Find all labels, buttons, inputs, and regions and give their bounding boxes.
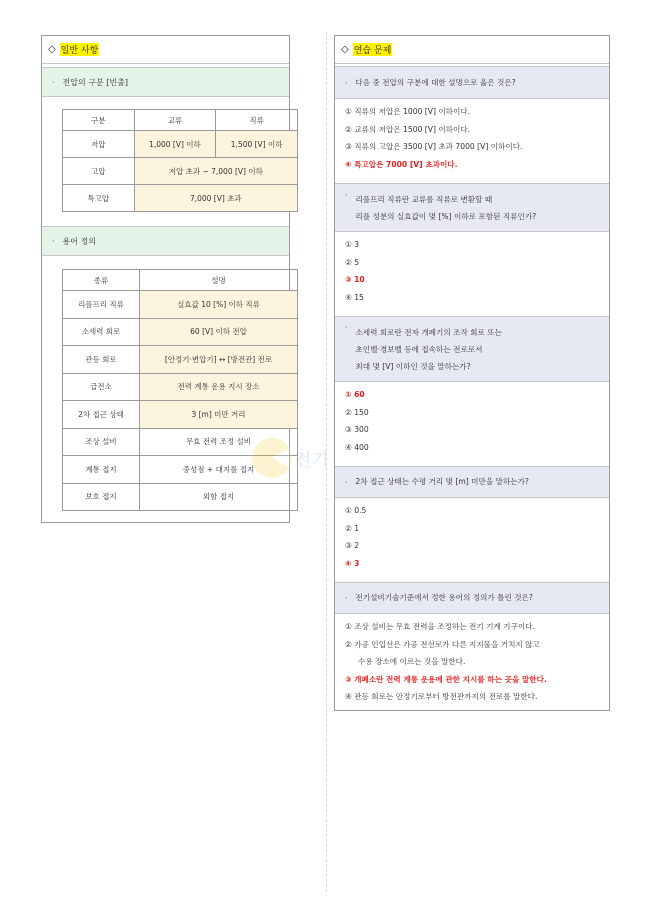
table-cell: 중성점 + 대지를 접지 [140,456,298,484]
option: ③ 300 [345,425,369,434]
bullet-icon: · [345,594,348,603]
table-cell: 관등 회로 [63,346,140,374]
voltage-table [62,109,298,212]
question-text: 2차 접근 상태는 수평 거리 몇 [m] 미만을 말하는가? [355,477,529,486]
question-5 [335,582,609,614]
table-cell: 고압 [63,158,135,185]
question-text: 리플프리 직류란 교류를 직류로 변환할 때 [355,194,493,204]
option: ① 3 [345,240,360,249]
table-header: 교류 [134,110,216,131]
option: ④ 관등 회로는 안정기로부터 방전관까지의 전로를 말한다. [345,692,538,701]
table-cell: 무효 전력 조정 설비 [140,428,298,456]
question-text: 전기설비기술기준에서 정한 용어의 정의가 틀린 것은? [355,593,533,602]
option: ③ 2 [345,541,360,550]
bullet-icon: · [345,191,348,200]
practice-header [335,36,609,64]
table-cell: 조상 설비 [63,428,140,456]
table-cell: 계통 접지 [63,456,140,484]
option: ① 조상 설비는 무효 전력을 조정하는 전기 기계 기구이다. [345,622,535,631]
table-cell: 저압 [63,131,135,158]
question-text: 리플 성분의 실효값이 몇 [%] 이하로 포함된 직류인가? [355,211,537,221]
table-cell: 저압 초과 ~ 7,000 [V] 이하 [134,158,297,185]
option: ② 1 [345,523,360,533]
table-cell: 2차 접근 상태 [63,401,140,429]
voltage-section-header [42,67,289,97]
question-3 [335,316,609,382]
question-1 [335,66,609,99]
table-cell: 60 [V] 이하 전압 [140,318,298,346]
option: ② 5 [345,257,360,267]
watermark-logo [250,432,330,484]
table-cell: 3 [m] 미만 거리 [140,401,298,429]
option-answer: ④ 특고압은 7000 [V] 초과이다. [345,159,458,169]
table-cell: 특고압 [63,185,135,212]
option: ④ 15 [345,292,364,302]
option: ② 가공 인입선은 가공 전선로가 다른 지지물을 거치지 않고 [345,639,540,649]
bullet-icon: · [345,323,348,332]
option-continuation: 수용 장소에 이르는 것을 말한다. [358,657,466,666]
question-4 [335,466,609,498]
table-cell: 실효값 10 [%] 이하 직류 [140,291,298,319]
bullet-icon: · [345,478,348,487]
table-cell: 7,000 [V] 초과 [134,185,297,212]
option: ③ 직류의 고압은 3500 [V] 초과 7000 [V] 이하이다. [345,142,523,151]
practice-title: 연습 문제 [353,43,393,56]
options-3 [335,382,609,466]
diamond-icon: ◇ [341,44,349,55]
table-cell: 1,500 [V] 이하 [216,131,298,158]
table-cell: 외함 접지 [140,483,298,511]
option: ④ 400 [345,442,369,452]
option: ② 교류의 저압은 1500 [V] 이하이다. [345,124,471,134]
option-answer: ① 60 [345,390,365,399]
table-header: 구분 [63,110,135,131]
general-header [42,36,289,64]
table-cell: 리플프리 직류 [63,291,140,319]
terms-section-header [42,226,289,256]
table-cell: [안정기·변압기] ↔ [방전관] 전로 [140,346,298,374]
table-header: 종류 [63,270,140,291]
question-text: 최대 몇 [V] 이하인 것을 말하는가? [355,361,471,371]
table-header: 설명 [140,270,298,291]
bullet-icon: · [52,236,55,246]
question-text: 소세력 회로란 전자 개폐기의 조작 회로 또는 [355,327,502,337]
option-answer: ③ 개폐소란 전력 계통 운용에 관한 지시를 하는 곳을 말한다. [345,674,547,684]
bullet-icon: · [52,77,55,87]
option-answer: ④ 3 [345,558,360,568]
question-2 [335,183,609,232]
general-title: 일반 사항 [60,43,100,56]
options-2 [335,232,609,316]
table-cell: 급전소 [63,373,140,401]
diamond-icon: ◇ [48,44,56,55]
option-answer: ③ 10 [345,275,365,284]
terms-section-title: 용어 정의 [62,236,97,246]
options-1 [335,99,609,183]
table-header: 직류 [216,110,298,131]
table-cell: 1,000 [V] 이하 [134,131,216,158]
table-cell: 전력 계통 운용 지시 장소 [140,373,298,401]
options-5 [335,614,609,706]
option: ② 150 [345,407,369,417]
table-cell: 보호 접지 [63,483,140,511]
question-text: 초인벨·경보벨 등에 접속하는 전로로서 [355,344,483,354]
watermark-text: 전기 [294,450,329,471]
option: ① 0.5 [345,506,367,515]
practice-panel [334,35,610,711]
option: ① 직류의 저압은 1000 [V] 이하이다. [345,107,471,116]
table-cell: 소세력 회로 [63,318,140,346]
question-text: 다음 중 전압의 구분에 대한 설명으로 옳은 것은? [355,78,516,87]
bullet-icon: · [345,79,348,88]
options-4 [335,498,609,582]
voltage-section-title: 전압의 구분 [빈출] [62,77,128,87]
